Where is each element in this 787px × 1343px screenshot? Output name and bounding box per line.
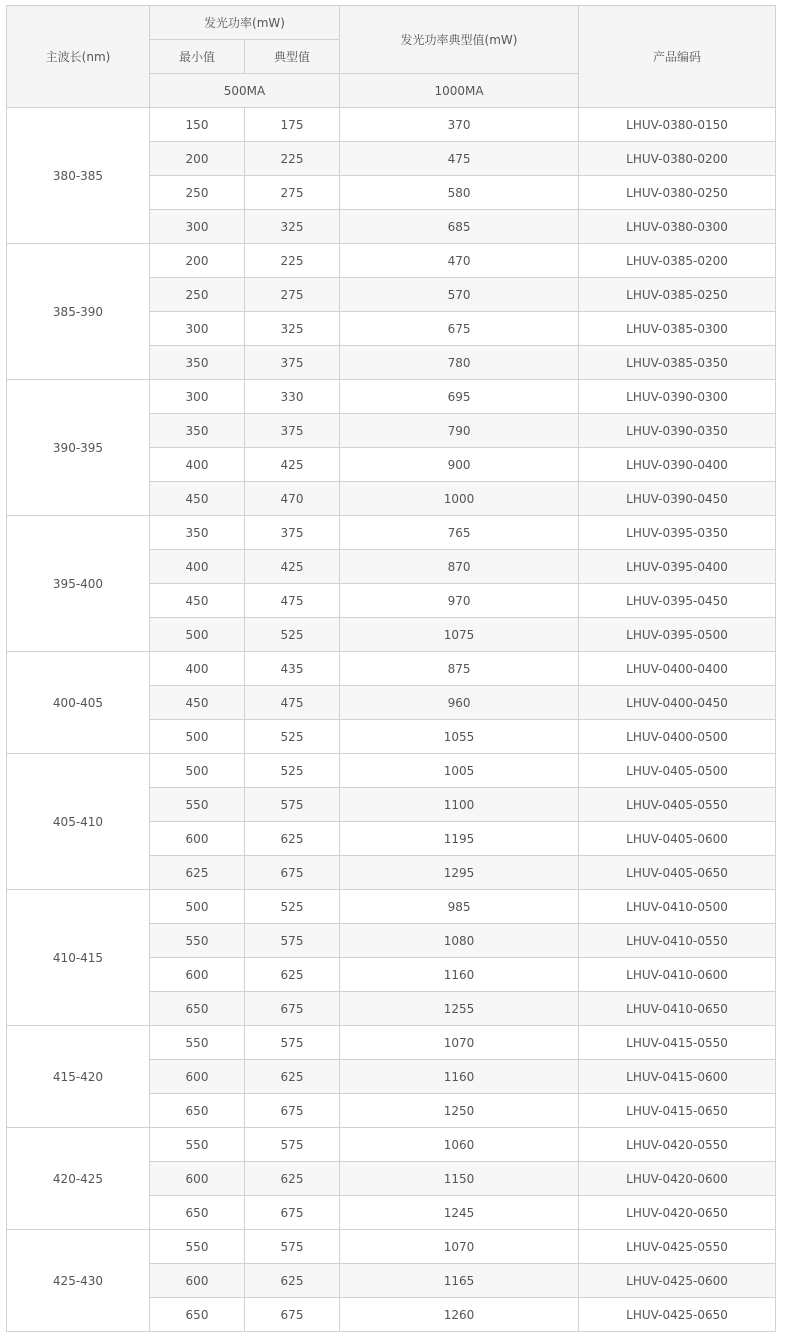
- typical-power-cell: 470: [245, 482, 340, 516]
- typical-power-1000-cell: 695: [340, 380, 579, 414]
- typical-power-cell: 625: [245, 1060, 340, 1094]
- product-code-cell: LHUV-0415-0550: [579, 1026, 776, 1060]
- typical-power-cell: 675: [245, 856, 340, 890]
- product-code-cell: LHUV-0395-0500: [579, 618, 776, 652]
- product-code-cell: LHUV-0395-0450: [579, 584, 776, 618]
- product-code-cell: LHUV-0380-0300: [579, 210, 776, 244]
- min-power-cell: 300: [150, 380, 245, 414]
- table-row: [7, 244, 776, 278]
- table-row: [7, 890, 776, 924]
- led-spec-table: [6, 5, 776, 1332]
- typical-power-1000-cell: 1160: [340, 1060, 579, 1094]
- typical-power-cell: 575: [245, 924, 340, 958]
- min-power-cell: 550: [150, 788, 245, 822]
- typical-power-1000-cell: 1070: [340, 1230, 579, 1264]
- header-min-value: 最小值: [150, 40, 245, 74]
- min-power-cell: 400: [150, 652, 245, 686]
- product-code-cell: LHUV-0415-0600: [579, 1060, 776, 1094]
- typical-power-1000-cell: 685: [340, 210, 579, 244]
- table-row: [7, 1128, 776, 1162]
- product-code-cell: LHUV-0380-0250: [579, 176, 776, 210]
- header-current-500: 500MA: [150, 74, 340, 108]
- min-power-cell: 600: [150, 822, 245, 856]
- typical-power-1000-cell: 1060: [340, 1128, 579, 1162]
- table-row: [7, 1230, 776, 1264]
- min-power-cell: 650: [150, 1094, 245, 1128]
- typical-power-cell: 175: [245, 108, 340, 142]
- typical-power-1000-cell: 1005: [340, 754, 579, 788]
- min-power-cell: 550: [150, 924, 245, 958]
- typical-power-cell: 675: [245, 1196, 340, 1230]
- min-power-cell: 250: [150, 176, 245, 210]
- typical-power-cell: 475: [245, 584, 340, 618]
- typical-power-1000-cell: 1245: [340, 1196, 579, 1230]
- typical-power-1000-cell: 1000: [340, 482, 579, 516]
- wavelength-cell: 410-415: [7, 890, 150, 1026]
- product-code-cell: LHUV-0405-0600: [579, 822, 776, 856]
- product-code-cell: LHUV-0425-0550: [579, 1230, 776, 1264]
- typical-power-1000-cell: 1055: [340, 720, 579, 754]
- product-code-cell: LHUV-0410-0500: [579, 890, 776, 924]
- min-power-cell: 600: [150, 1162, 245, 1196]
- wavelength-cell: 425-430: [7, 1230, 150, 1332]
- typical-power-1000-cell: 475: [340, 142, 579, 176]
- typical-power-1000-cell: 1165: [340, 1264, 579, 1298]
- typical-power-1000-cell: 1080: [340, 924, 579, 958]
- table-header: [7, 6, 776, 108]
- table-row: [7, 754, 776, 788]
- product-code-cell: LHUV-0425-0650: [579, 1298, 776, 1332]
- min-power-cell: 650: [150, 1196, 245, 1230]
- table-body: [7, 108, 776, 1332]
- min-power-cell: 350: [150, 414, 245, 448]
- typical-power-cell: 625: [245, 1264, 340, 1298]
- typical-power-1000-cell: 1255: [340, 992, 579, 1026]
- min-power-cell: 625: [150, 856, 245, 890]
- typical-power-1000-cell: 580: [340, 176, 579, 210]
- typical-power-1000-cell: 1150: [340, 1162, 579, 1196]
- header-product-code: 产品编码: [579, 6, 776, 108]
- product-code-cell: LHUV-0420-0550: [579, 1128, 776, 1162]
- min-power-cell: 450: [150, 482, 245, 516]
- wavelength-cell: 415-420: [7, 1026, 150, 1128]
- typical-power-1000-cell: 780: [340, 346, 579, 380]
- min-power-cell: 400: [150, 448, 245, 482]
- typical-power-1000-cell: 1295: [340, 856, 579, 890]
- typical-power-cell: 275: [245, 176, 340, 210]
- product-code-cell: LHUV-0380-0200: [579, 142, 776, 176]
- typical-power-1000-cell: 870: [340, 550, 579, 584]
- product-code-cell: LHUV-0400-0400: [579, 652, 776, 686]
- typical-power-1000-cell: 765: [340, 516, 579, 550]
- typical-power-cell: 325: [245, 312, 340, 346]
- typical-power-1000-cell: 570: [340, 278, 579, 312]
- min-power-cell: 400: [150, 550, 245, 584]
- product-code-cell: LHUV-0385-0350: [579, 346, 776, 380]
- typical-power-cell: 525: [245, 890, 340, 924]
- product-code-cell: LHUV-0390-0450: [579, 482, 776, 516]
- header-luminous-power: 发光功率(mW): [150, 6, 340, 40]
- product-code-cell: LHUV-0385-0200: [579, 244, 776, 278]
- wavelength-cell: 385-390: [7, 244, 150, 380]
- typical-power-cell: 575: [245, 788, 340, 822]
- product-code-cell: LHUV-0400-0450: [579, 686, 776, 720]
- product-code-cell: LHUV-0400-0500: [579, 720, 776, 754]
- min-power-cell: 600: [150, 1060, 245, 1094]
- typical-power-cell: 675: [245, 1298, 340, 1332]
- min-power-cell: 500: [150, 720, 245, 754]
- typical-power-cell: 625: [245, 958, 340, 992]
- product-code-cell: LHUV-0405-0500: [579, 754, 776, 788]
- wavelength-cell: 420-425: [7, 1128, 150, 1230]
- typical-power-cell: 625: [245, 822, 340, 856]
- typical-power-cell: 575: [245, 1128, 340, 1162]
- table-row: [7, 108, 776, 142]
- product-code-cell: LHUV-0405-0550: [579, 788, 776, 822]
- table-row: [7, 516, 776, 550]
- table-row: [7, 652, 776, 686]
- wavelength-cell: 380-385: [7, 108, 150, 244]
- typical-power-1000-cell: 970: [340, 584, 579, 618]
- product-code-cell: LHUV-0410-0650: [579, 992, 776, 1026]
- typical-power-1000-cell: 900: [340, 448, 579, 482]
- typical-power-cell: 675: [245, 992, 340, 1026]
- typical-power-1000-cell: 1250: [340, 1094, 579, 1128]
- header-typical-power-1000: 发光功率典型值(mW): [340, 6, 579, 74]
- product-code-cell: LHUV-0380-0150: [579, 108, 776, 142]
- typical-power-1000-cell: 675: [340, 312, 579, 346]
- typical-power-cell: 375: [245, 346, 340, 380]
- header-typical-value: 典型值: [245, 40, 340, 74]
- product-code-cell: LHUV-0390-0300: [579, 380, 776, 414]
- product-code-cell: LHUV-0390-0400: [579, 448, 776, 482]
- min-power-cell: 200: [150, 142, 245, 176]
- min-power-cell: 350: [150, 516, 245, 550]
- min-power-cell: 150: [150, 108, 245, 142]
- min-power-cell: 500: [150, 618, 245, 652]
- product-code-cell: LHUV-0385-0300: [579, 312, 776, 346]
- typical-power-cell: 675: [245, 1094, 340, 1128]
- product-code-cell: LHUV-0420-0600: [579, 1162, 776, 1196]
- wavelength-cell: 400-405: [7, 652, 150, 754]
- wavelength-cell: 405-410: [7, 754, 150, 890]
- min-power-cell: 550: [150, 1026, 245, 1060]
- wavelength-cell: 395-400: [7, 516, 150, 652]
- product-code-cell: LHUV-0405-0650: [579, 856, 776, 890]
- typical-power-1000-cell: 960: [340, 686, 579, 720]
- wavelength-cell: 390-395: [7, 380, 150, 516]
- product-code-cell: LHUV-0410-0600: [579, 958, 776, 992]
- typical-power-1000-cell: 1070: [340, 1026, 579, 1060]
- typical-power-cell: 525: [245, 720, 340, 754]
- typical-power-cell: 525: [245, 618, 340, 652]
- typical-power-1000-cell: 790: [340, 414, 579, 448]
- product-code-cell: LHUV-0415-0650: [579, 1094, 776, 1128]
- typical-power-cell: 375: [245, 414, 340, 448]
- typical-power-cell: 425: [245, 550, 340, 584]
- product-code-cell: LHUV-0425-0600: [579, 1264, 776, 1298]
- typical-power-cell: 225: [245, 142, 340, 176]
- min-power-cell: 450: [150, 584, 245, 618]
- typical-power-cell: 375: [245, 516, 340, 550]
- header-current-1000: 1000MA: [340, 74, 579, 108]
- product-code-cell: LHUV-0390-0350: [579, 414, 776, 448]
- min-power-cell: 500: [150, 890, 245, 924]
- min-power-cell: 250: [150, 278, 245, 312]
- min-power-cell: 200: [150, 244, 245, 278]
- table-row: [7, 380, 776, 414]
- typical-power-cell: 625: [245, 1162, 340, 1196]
- product-code-cell: LHUV-0395-0400: [579, 550, 776, 584]
- min-power-cell: 450: [150, 686, 245, 720]
- min-power-cell: 650: [150, 992, 245, 1026]
- product-code-cell: LHUV-0410-0550: [579, 924, 776, 958]
- table-row: [7, 1026, 776, 1060]
- min-power-cell: 550: [150, 1128, 245, 1162]
- typical-power-1000-cell: 1260: [340, 1298, 579, 1332]
- typical-power-cell: 475: [245, 686, 340, 720]
- typical-power-1000-cell: 1160: [340, 958, 579, 992]
- typical-power-1000-cell: 370: [340, 108, 579, 142]
- typical-power-cell: 575: [245, 1230, 340, 1264]
- min-power-cell: 600: [150, 958, 245, 992]
- min-power-cell: 300: [150, 210, 245, 244]
- product-code-cell: LHUV-0385-0250: [579, 278, 776, 312]
- typical-power-1000-cell: 470: [340, 244, 579, 278]
- typical-power-cell: 425: [245, 448, 340, 482]
- header-wavelength: 主波长(nm): [7, 6, 150, 108]
- typical-power-1000-cell: 985: [340, 890, 579, 924]
- typical-power-cell: 225: [245, 244, 340, 278]
- min-power-cell: 350: [150, 346, 245, 380]
- typical-power-1000-cell: 1075: [340, 618, 579, 652]
- typical-power-1000-cell: 1195: [340, 822, 579, 856]
- min-power-cell: 600: [150, 1264, 245, 1298]
- min-power-cell: 300: [150, 312, 245, 346]
- typical-power-1000-cell: 1100: [340, 788, 579, 822]
- typical-power-cell: 525: [245, 754, 340, 788]
- min-power-cell: 550: [150, 1230, 245, 1264]
- typical-power-cell: 325: [245, 210, 340, 244]
- min-power-cell: 650: [150, 1298, 245, 1332]
- product-code-cell: LHUV-0420-0650: [579, 1196, 776, 1230]
- typical-power-cell: 275: [245, 278, 340, 312]
- typical-power-1000-cell: 875: [340, 652, 579, 686]
- typical-power-cell: 435: [245, 652, 340, 686]
- typical-power-cell: 575: [245, 1026, 340, 1060]
- typical-power-cell: 330: [245, 380, 340, 414]
- min-power-cell: 500: [150, 754, 245, 788]
- product-code-cell: LHUV-0395-0350: [579, 516, 776, 550]
